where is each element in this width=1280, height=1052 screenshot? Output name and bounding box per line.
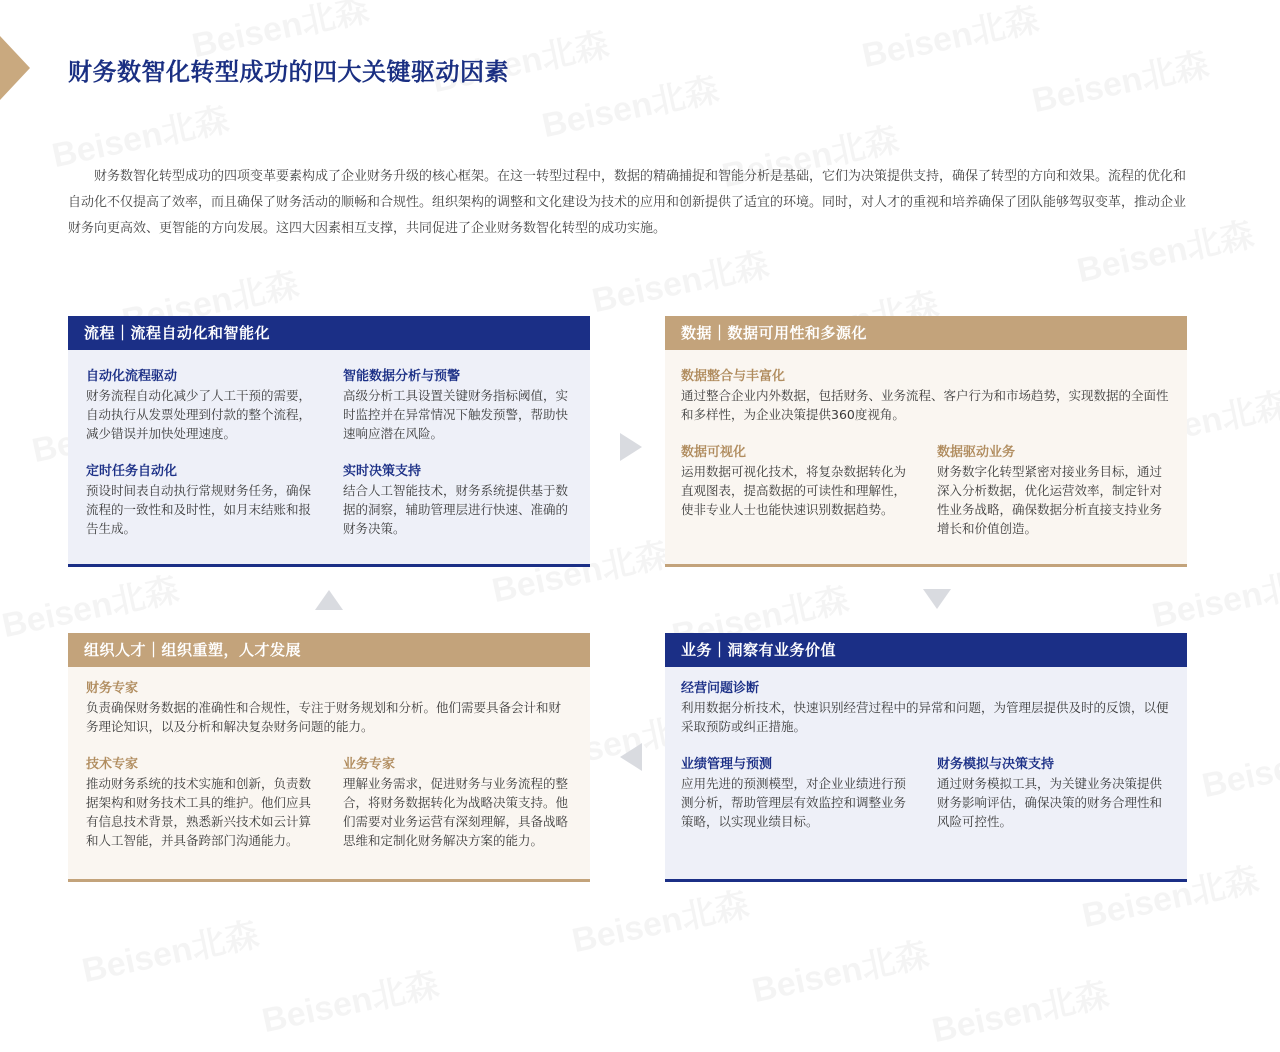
item-realtime-decision: [343, 462, 571, 538]
watermark: [77, 907, 263, 992]
item-tech-expert: [86, 755, 314, 850]
item-text: 负责确保财务数据的准确性和合规性，专注于财务规划和分析。他们需要具备会计和财务理论知识，以及分析和解决复杂财务问题的能力。: [86, 700, 562, 734]
card-body: [68, 350, 590, 567]
item-text: 通过整合企业内外数据，包括财务、业务流程、客户行为和市场趋势，实现数据的全面性和多样性，为企业决策提供360度视角。: [681, 388, 1169, 422]
card-body: [665, 350, 1187, 567]
item-title: 数据整合与丰富化: [681, 369, 786, 384]
intro-paragraph: 财务数智化转型成功的四项变革要素构成了企业财务升级的核心框架。在这一转型过程中，数据的精确捕捉和智能分析是基础，它们为决策提供支持，确保了转型的方向和效果。流程的优化和自动化不仅提高了效率，而且确保了财务活动的顺畅和合规性。组织架构的调整和文化建设为技术的应用和创新提供了适宜的环境。同时，对人才的重视和培养确保了团队能够驾驭变革，推动企业财务向更高效、更智能的方向发展。这四大因素相互支撑，共同促进了企业财务数智化转型的成功实施。: [68, 169, 1187, 236]
item-title: 业绩管理与预测: [681, 757, 773, 772]
item-title: 实时决策支持: [343, 464, 422, 479]
item-title: 智能数据分析与预警: [343, 369, 461, 384]
watermark: [257, 957, 443, 1042]
arrow-up-icon: [315, 590, 343, 610]
card-body: [665, 667, 1187, 882]
item-business-expert: [343, 755, 571, 850]
item-automation-drive: [86, 367, 314, 443]
item-financial-simulation: [937, 755, 1165, 831]
card-header: 数据｜数据可用性和多源化: [665, 316, 1187, 350]
item-text: 通过财务模拟工具，为关键业务决策提供财务影响评估，确保决策的财务合理性和风险可控性。: [937, 776, 1163, 829]
item-text: 结合人工智能技术，财务系统提供基于数据的洞察，辅助管理层进行快速、准确的财务决策。: [343, 483, 569, 536]
watermark: [857, 0, 1043, 77]
item-text: 应用先进的预测模型，对企业业绩进行预测分析，帮助管理层有效监控和调整业务策略，以实现业绩目标。: [681, 776, 907, 829]
item-text: 财务流程自动化减少了人工干预的需要，自动执行从发票处理到付款的整个流程，减少错误并加快处理速度。: [86, 388, 312, 441]
card-header: 组织人才｜组织重塑，人才发展: [68, 633, 590, 667]
watermark: [1027, 37, 1213, 122]
item-smart-analysis: [343, 367, 571, 443]
item-data-integration: [681, 367, 1171, 424]
arrow-down-icon: [923, 589, 951, 609]
item-title: 定时任务自动化: [86, 464, 178, 479]
item-performance-forecast: [681, 755, 909, 831]
card-process: [68, 316, 590, 567]
card-data: [665, 316, 1187, 567]
item-title: 财务专家: [86, 681, 139, 696]
card-org-talent: [68, 633, 590, 882]
item-text: 理解业务需求，促进财务与业务流程的整合，将财务数据转化为战略决策支持。他们需要对业务运营有深刻理解，具备战略思维和定制化财务解决方案的能力。: [343, 776, 569, 848]
watermark: [927, 967, 1113, 1052]
item-text: 推动财务系统的技术实施和创新，负责数据架构和财务技术工具的维护。他们应具有信息技术背景，熟悉新兴技术如云计算和人工智能，并具备跨部门沟通能力。: [86, 776, 312, 848]
watermark: [587, 237, 773, 322]
arrow-right-icon: [620, 433, 642, 461]
page-title: 财务数智化转型成功的四大关键驱动因素: [68, 58, 509, 86]
item-scheduled-tasks: [86, 462, 314, 538]
card-business: [665, 633, 1187, 882]
corner-arrow-icon: [0, 36, 30, 100]
card-header: 流程｜流程自动化和智能化: [68, 316, 590, 350]
item-text: 高级分析工具设置关键财务指标阈值，实时监控并在异常情况下触发预警，帮助快速响应潜在风险。: [343, 388, 569, 441]
item-problem-diagnosis: [681, 679, 1171, 736]
card-header: 业务｜洞察有业务价值: [665, 633, 1187, 667]
item-data-driven-business: [937, 443, 1171, 538]
watermark: [1197, 722, 1280, 807]
item-data-visualization: [681, 443, 909, 519]
watermark: [567, 877, 753, 962]
item-text: 预设时间表自动执行常规财务任务，确保流程的一致性和及时性，如月末结账和报告生成。: [86, 483, 312, 536]
card-body: [68, 667, 590, 882]
item-text: 财务数字化转型紧密对接业务目标，通过深入分析数据，优化运营效率，制定针对性业务战略，确保数据分析直接支持业务增长和价值创造。: [937, 464, 1163, 536]
item-title: 自动化流程驱动: [86, 369, 178, 384]
item-title: 技术专家: [86, 757, 139, 772]
item-title: 数据驱动业务: [937, 445, 1016, 460]
item-title: 业务专家: [343, 757, 396, 772]
item-text: 运用数据可视化技术，将复杂数据转化为直观图表，提高数据的可读性和理解性，使非专业人士也能快速识别数据趋势。: [681, 464, 907, 517]
item-title: 数据可视化: [681, 445, 747, 460]
item-finance-expert: [86, 679, 572, 736]
arrow-left-icon: [620, 743, 642, 771]
item-text: 利用数据分析技术，快速识别经营过程中的异常和问题，为管理层提供及时的反馈，以便采取预防或纠正措施。: [681, 700, 1169, 734]
item-title: 经营问题诊断: [681, 681, 760, 696]
watermark: [537, 62, 723, 147]
watermark: [747, 927, 933, 1012]
item-title: 财务模拟与决策支持: [937, 757, 1055, 772]
